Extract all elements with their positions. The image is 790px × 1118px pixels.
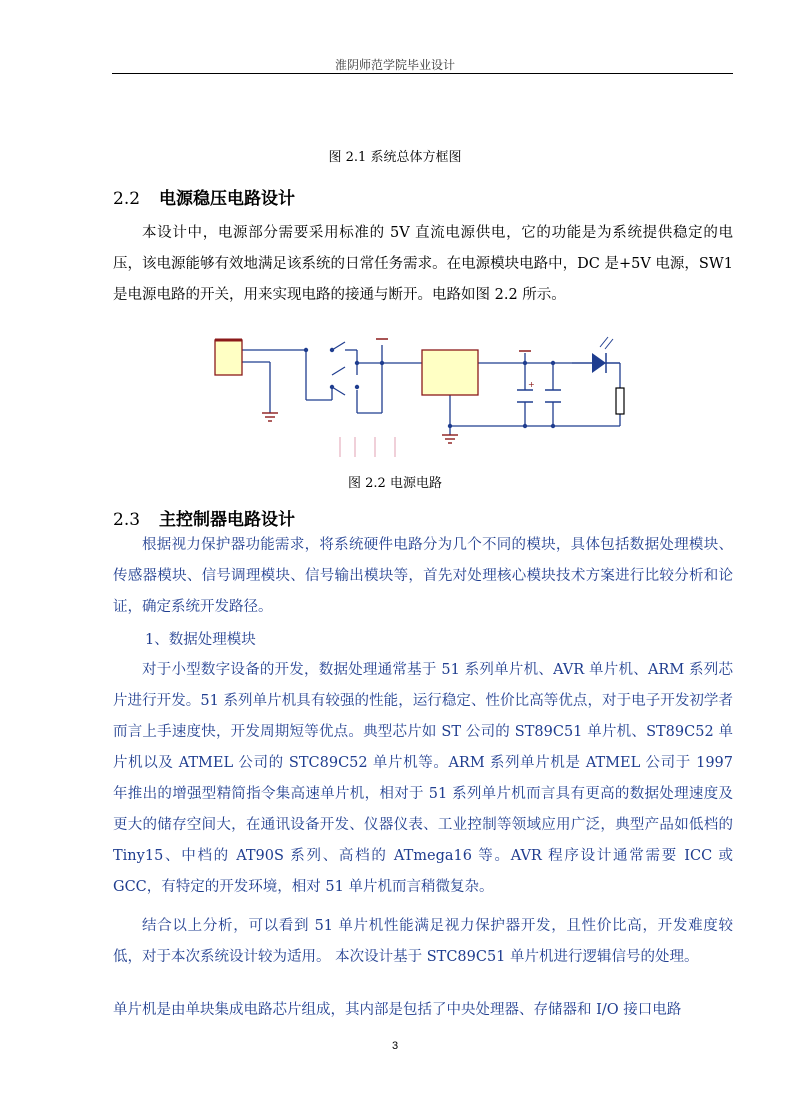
figure-2-1-caption: 图 2.1 系统总体方框图 [328, 150, 462, 165]
last-line: 单片机是由单块集成电路芯片组成，其内部是包括了中央处理器、存储器和 I/O 接口电路 [113, 1002, 682, 1018]
page-header: 淮阴师范学院毕业设计 [334, 58, 455, 72]
header-rule [112, 73, 733, 74]
item-1-paragraph: 对于小型数字设备的开发，数据处理通常基于 51 系列单片机、AVR 单片机、ARM 系列芯片进行开发。51 系列单片机具有较强的性能，运行稳定、性价比高等优点，对于电子开发初学者而言上手速度快，开发周期短等优点。典型芯片如 ST 公司的 ST89C51 单片机、ST89C52 单片机以及 ATMEL 公司的 STC89C52 单片机等。ARM 系列单片机是 ATMEL 公司于 1997 年推出的增强型精简指令集高速单片机，相对于 51 系列单片机而言具有更高的数据处理速度及更大的储存空间大，在通讯设备开发、仪器仪表、工业控制等领域应用广泛，典型产品如低档的 Tiny15、中档的 AT90S 系列、高档的 ATmega16 等。AVR 程序设计通常需要 ICC 或 GCC，有特定的开发环境，相对 51 单片机而言稍微复杂。 [113, 662, 733, 895]
section-title: 主控制器电路设计 [159, 510, 295, 530]
page-number: 3 [391, 1040, 399, 1052]
section-2-3-intro: 根据视力保护器功能需求，将系统硬件电路分为几个不同的模块，具体包括数据处理模块、传感器模块、信号调理模块、信号输出模块等，首先对处理核心模块技术方案进行比较分析和论证，确定系统开发路径。 [113, 537, 733, 615]
section-number: 2.3 [113, 510, 141, 530]
conclusion-paragraph: 结合以上分析，可以看到 51 单片机性能满足视力保护器开发，且性价比高，开发难度较低，对于本次系统设计较为适用。 本次设计基于 STC89C51 单片机进行逻辑信号的处理。 [113, 918, 733, 965]
section-2-2-paragraph: 本设计中，电源部分需要采用标准的 5V 直流电源供电，它的功能是为系统提供稳定的电压，该电源能够有效地满足该系统的日常任务需求。在电源模块电路中，DC 是+5V 电源，SW1 是电源电路的开关，用来实现电路的接通与断开。电路如图 2.2 所示。 [113, 225, 733, 303]
section-2-2-heading [113, 184, 295, 209]
section-number: 2.2 [113, 189, 141, 209]
figure-2-2-caption: 图 2.2 电源电路 [348, 476, 442, 491]
power-circuit-diagram [200, 325, 640, 465]
section-title: 电源稳压电路设计 [159, 189, 295, 209]
section-2-3-heading [113, 505, 295, 530]
svg-text:+: + [528, 380, 535, 389]
item-1-title: 1、数据处理模块 [145, 632, 256, 648]
